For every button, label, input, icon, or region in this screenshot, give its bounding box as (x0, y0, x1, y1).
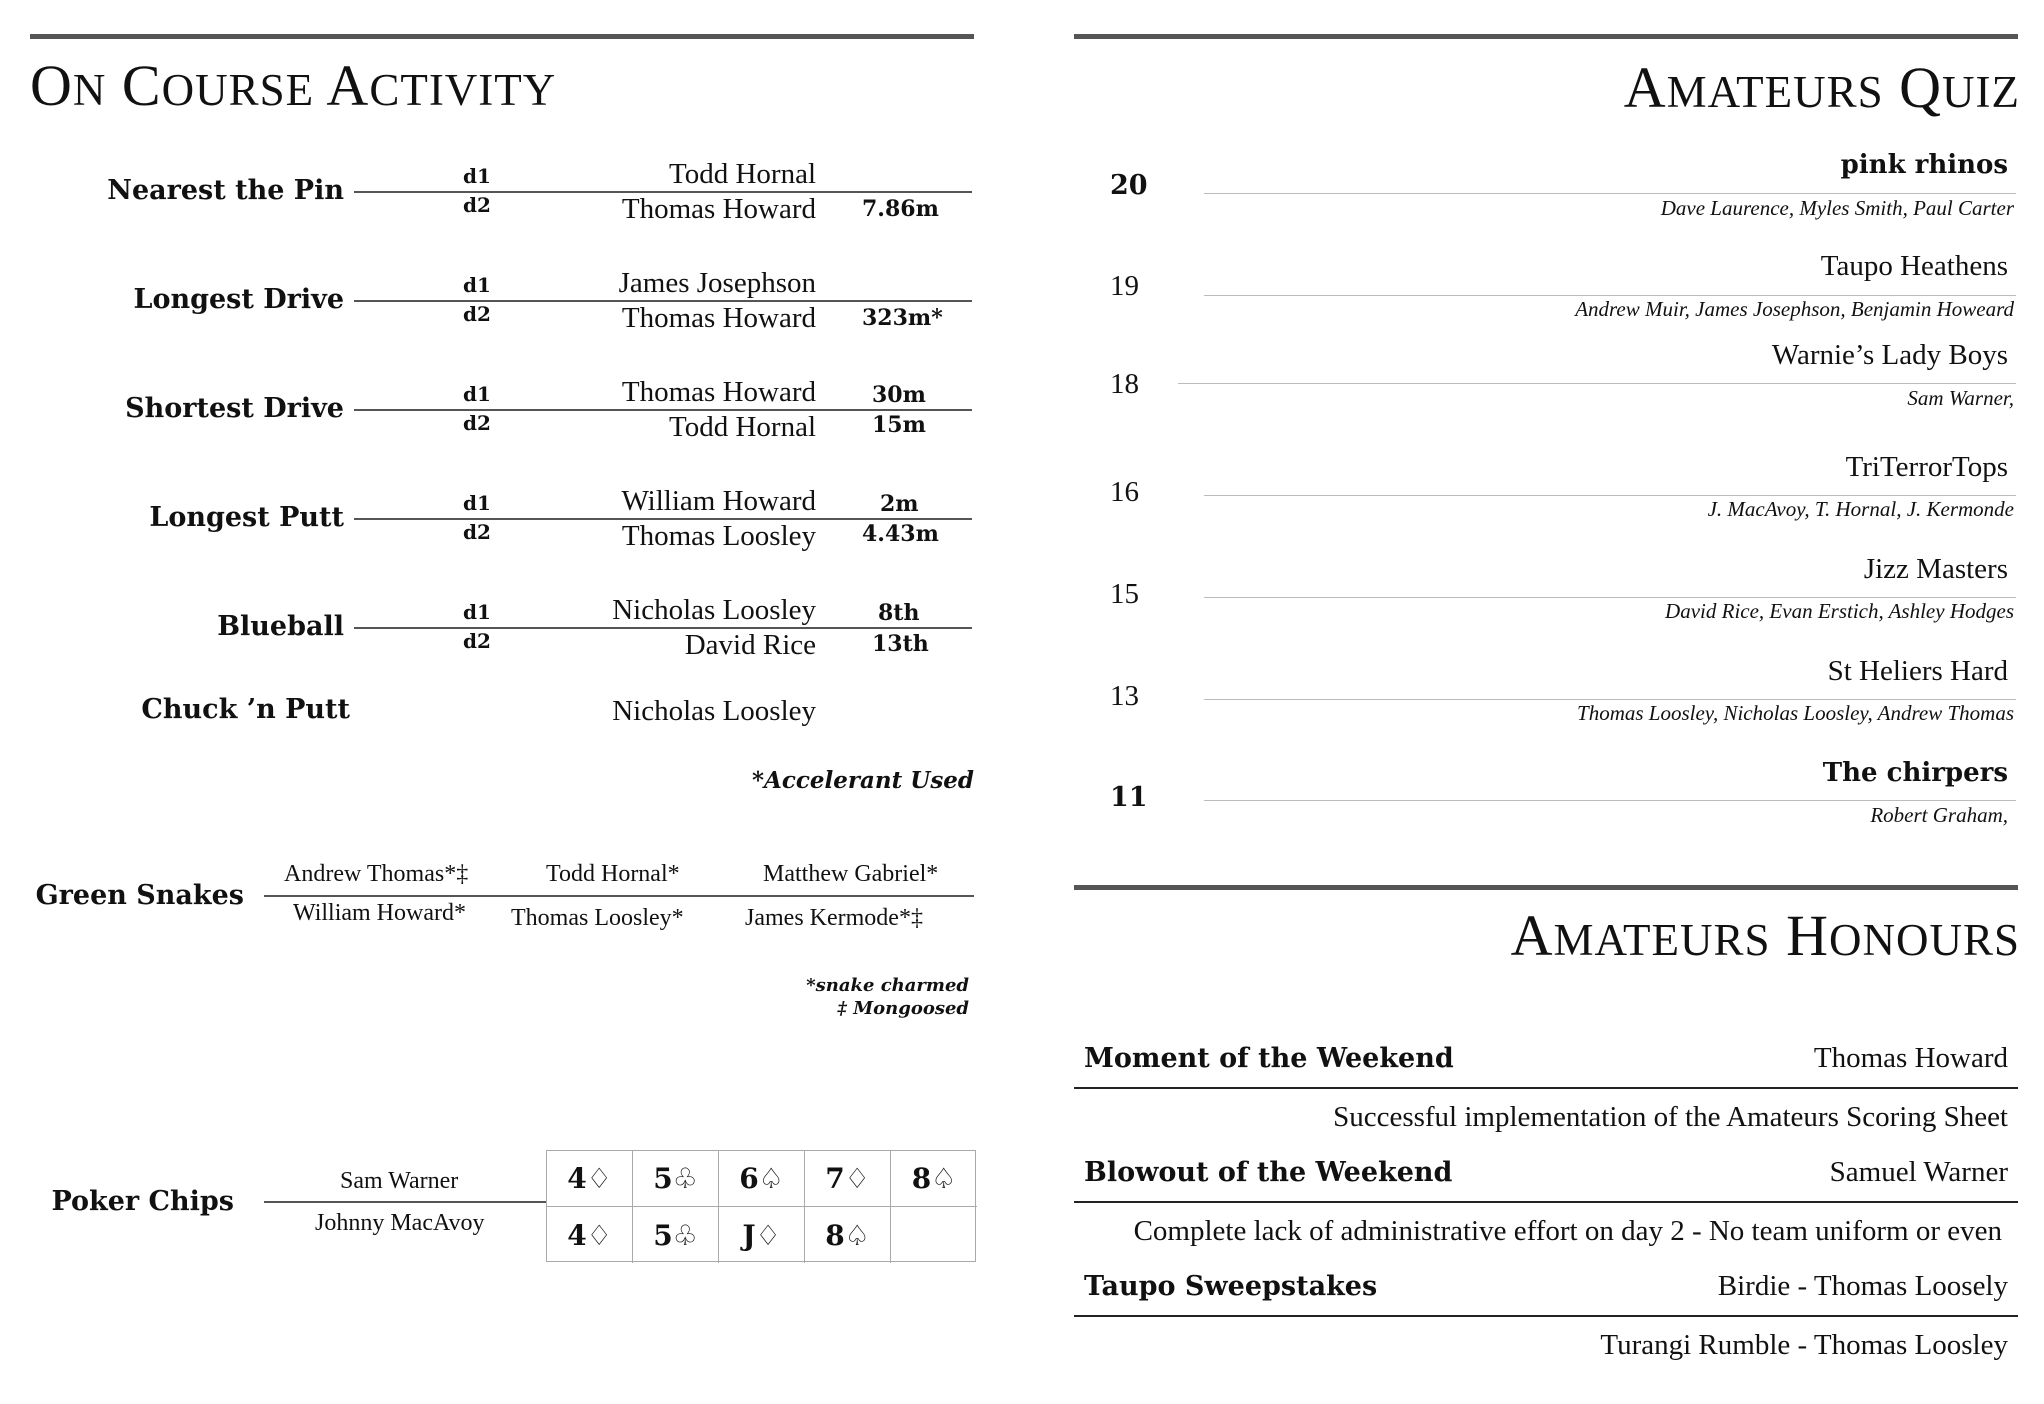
amateurs-quiz-heading: AMATEURS QUIZ (1623, 55, 2020, 120)
honour-divider (1074, 1315, 2018, 1317)
day-tag: d1 (463, 491, 491, 515)
green-snakes-divider (264, 895, 974, 897)
quiz-score: 19 (1110, 270, 1139, 302)
on-course-activity-heading: ON COURSE ACTIVITY (30, 53, 557, 118)
card-cell (891, 1207, 977, 1263)
d1-name: Todd Hornal (669, 158, 816, 190)
honour-label: Taupo Sweepstakes (1084, 1271, 1378, 1302)
d2-name: Thomas Howard (621, 193, 816, 225)
card-cell: J♢ (719, 1207, 805, 1263)
team-members: Thomas Loosley, Nicholas Loosley, Andrew Thomas (1577, 701, 2014, 725)
day-tag: d1 (463, 600, 491, 624)
d1-name: James Josephson (618, 267, 816, 299)
quiz-score: 20 (1110, 170, 1148, 201)
d1-result: 30m (872, 382, 926, 408)
team-members: Robert Graham, (1870, 803, 2008, 827)
team-members: Dave Laurence, Myles Smith, Paul Carter (1660, 196, 2014, 220)
quiz-divider (1178, 383, 2016, 384)
card-cell: 8♤ (805, 1207, 891, 1263)
honour-detail: Turangi Rumble - Thomas Loosley (1600, 1329, 2008, 1361)
d2-result: 4.43m (862, 521, 939, 547)
card-cell: 5♧ (633, 1151, 719, 1207)
quiz-score: 13 (1110, 680, 1139, 712)
team-members: J. MacAvoy, T. Hornal, J. Kermonde (1707, 497, 2014, 521)
card-cell: 5♧ (633, 1207, 719, 1263)
honour-detail: Complete lack of administrative effort on day 2 - No team uniform or even (1133, 1215, 2002, 1247)
d2-name: Todd Hornal (669, 411, 816, 443)
quiz-score: 11 (1110, 782, 1148, 813)
team-name: St Heliers Hard (1827, 655, 2008, 687)
team-name: Taupo Heathens (1820, 250, 2008, 282)
event-divider (354, 409, 972, 411)
team-name: Jizz Masters (1863, 553, 2008, 585)
green-snakes-label: Green Snakes (35, 880, 244, 911)
snake-name: Matthew Gabriel* (763, 861, 939, 887)
winner-name: Nicholas Loosley (612, 695, 816, 727)
team-name: TriTerrorTops (1845, 451, 2008, 483)
honour-winner: Birdie - Thomas Loosely (1717, 1270, 2008, 1302)
snake-name: Thomas Loosley* (511, 905, 684, 931)
honour-winner: Thomas Howard (1813, 1042, 2008, 1074)
event-label: Nearest the Pin (107, 175, 344, 206)
team-members: Sam Warner, (1907, 386, 2014, 410)
team-members: Andrew Muir, James Josephson, Benjamin Howeard (1575, 297, 2014, 321)
event-label: Shortest Drive (125, 393, 344, 424)
day-tag: d2 (463, 193, 491, 217)
honour-label: Moment of the Weekend (1084, 1043, 1454, 1074)
event-label: Chuck ’n Putt (141, 694, 350, 725)
quiz-divider (1204, 699, 2016, 700)
day-tag: d1 (463, 382, 491, 406)
d2-name: Thomas Howard (621, 302, 816, 334)
honour-divider (1074, 1201, 2018, 1203)
honour-label: Blowout of the Weekend (1084, 1157, 1453, 1188)
d2-result: 15m (872, 412, 926, 438)
event-label: Longest Putt (149, 502, 344, 533)
amateurs-honours-heading: AMATEURS HONOURS (1510, 903, 2020, 968)
top-rule-right (1074, 34, 2018, 39)
mongoosed-note: ‡ Mongoosed (837, 998, 969, 1019)
team-name: pink rhinos (1840, 150, 2008, 180)
d1-result: 8th (878, 600, 920, 626)
d2-result: 323m* (862, 305, 943, 331)
d2-result: 13th (872, 631, 929, 657)
card-cell: 4♢ (547, 1151, 633, 1207)
snake-name: James Kermode*‡ (745, 905, 923, 931)
d1-result: 2m (880, 491, 919, 517)
poker-divider (264, 1201, 546, 1203)
poker-chips-label: Poker Chips (51, 1186, 234, 1217)
honour-divider (1074, 1087, 2018, 1089)
poker-player-2: Johnny MacAvoy (315, 1210, 485, 1236)
snake-name: William Howard* (293, 900, 466, 926)
snake-charmed-note: *snake charmed (806, 975, 969, 996)
honour-winner: Samuel Warner (1829, 1156, 2008, 1188)
quiz-divider (1204, 495, 2016, 496)
event-label: Longest Drive (133, 284, 344, 315)
d1-name: Thomas Howard (621, 376, 816, 408)
quiz-divider (1204, 193, 2016, 194)
team-name: The chirpers (1822, 758, 2008, 788)
d1-name: William Howard (621, 485, 816, 517)
quiz-divider (1204, 597, 2016, 598)
card-cell: 4♢ (547, 1207, 633, 1263)
event-label: Blueball (217, 611, 344, 642)
honour-detail: Successful implementation of the Amateurs Scoring Sheet (1333, 1101, 2008, 1133)
accelerant-note: *Accelerant Used (752, 767, 974, 794)
card-cell: 6♤ (719, 1151, 805, 1207)
card-cell: 7♢ (805, 1151, 891, 1207)
top-rule-left (30, 34, 974, 39)
day-tag: d2 (463, 302, 491, 326)
card-cell: 8♤ (891, 1151, 977, 1207)
day-tag: d2 (463, 629, 491, 653)
quiz-score: 18 (1110, 368, 1139, 400)
d2-result: 7.86m (862, 196, 939, 222)
poker-card-grid (546, 1150, 976, 1262)
day-tag: d2 (463, 520, 491, 544)
d2-name: Thomas Loosley (621, 520, 816, 552)
quiz-divider (1204, 295, 2016, 296)
quiz-score: 15 (1110, 578, 1139, 610)
poker-player-1: Sam Warner (340, 1168, 459, 1194)
honours-rule (1074, 885, 2018, 890)
event-divider (354, 627, 972, 629)
team-members: David Rice, Evan Erstich, Ashley Hodges (1665, 599, 2014, 623)
snake-name: Todd Hornal* (546, 861, 680, 887)
team-name: Warnie’s Lady Boys (1771, 339, 2008, 371)
quiz-divider (1204, 800, 2016, 801)
day-tag: d2 (463, 411, 491, 435)
snake-name: Andrew Thomas*‡ (284, 861, 469, 887)
quiz-score: 16 (1110, 476, 1139, 508)
d1-name: Nicholas Loosley (612, 594, 816, 626)
day-tag: d1 (463, 273, 491, 297)
day-tag: d1 (463, 164, 491, 188)
d2-name: David Rice (684, 629, 816, 661)
